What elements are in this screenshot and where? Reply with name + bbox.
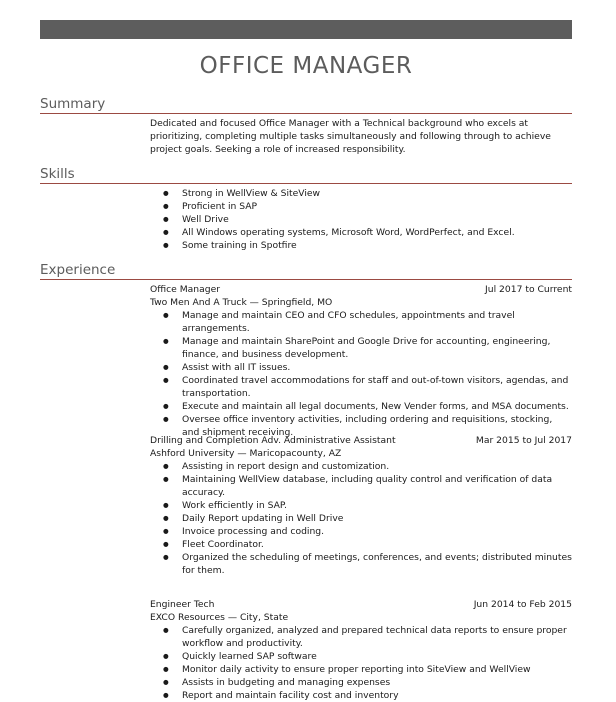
job-bullet: ● Coordinated travel accommodations for staff and out-of-town visitors, agendas, and transportation. — [150, 374, 572, 400]
job-dates: Jul 2017 to Current — [485, 284, 572, 295]
skill-item: ● Some training in Spotfire — [150, 239, 575, 252]
job-dates: Mar 2015 to Jul 2017 — [475, 435, 572, 446]
company-location: City, State — [239, 612, 289, 623]
job-header — [150, 283, 572, 296]
job-title: Drilling and Completion Adv. Administrative Assistant — [150, 435, 396, 446]
job-dates: Jun 2014 to Feb 2015 — [473, 599, 572, 610]
job-entry — [150, 283, 572, 439]
job-bullet: ● Assisting in report design and customization. — [150, 460, 572, 473]
company-separator: — — [224, 612, 240, 623]
skills-heading: Skills — [40, 166, 75, 182]
skill-item: ● Proficient in SAP — [150, 200, 575, 213]
job-entry — [150, 598, 572, 702]
skill-item: ● Strong in WellView & SiteView — [150, 187, 575, 200]
company-separator: — — [246, 297, 262, 308]
job-bullet: ● Invoice processing and coding. — [150, 525, 572, 538]
job-title: Office Manager — [150, 284, 221, 295]
company-separator: — — [234, 448, 250, 459]
summary-text: Dedicated and focused Office Manager with a Technical background who excels at prioritizing, completing multiple tasks simultaneously and following through to achieve project goals. Seeking a role of increased responsibility. — [150, 118, 551, 155]
job-bullet: ● Manage and maintain CEO and CFO schedules, appointments and travel arrangements. — [150, 309, 572, 335]
job-bullet: ● Report and maintain facility cost and inventory — [150, 689, 572, 702]
job-bullets — [150, 460, 572, 577]
company-location: Maricopacounty, AZ — [249, 448, 342, 459]
company-name: Two Men And A Truck — [150, 297, 247, 308]
job-bullet: ● Oversee office inventory activities, including ordering and requisitions, stocking, and shipment receiving. — [150, 413, 572, 439]
job-entry — [150, 434, 572, 577]
skill-item: ● Well Drive — [150, 213, 575, 226]
job-bullet: ● Execute and maintain all legal documents, New Vender forms, and MSA documents. — [150, 400, 572, 413]
job-header — [150, 598, 572, 611]
job-bullet: ● Organized the scheduling of meetings, conferences, and events; distributed minutes for them. — [150, 551, 572, 577]
job-company-line — [150, 447, 572, 460]
job-bullet: ● Quickly learned SAP software — [150, 650, 572, 663]
company-location: Springfield, MO — [261, 297, 333, 308]
job-title: Engineer Tech — [150, 599, 215, 610]
job-bullet: ● Monitor daily activity to ensure proper reporting into SiteView and WellView — [150, 663, 572, 676]
job-company-line — [150, 296, 572, 309]
job-bullet: ● Maintaining WellView database, including quality control and verification of data accuracy. — [150, 473, 572, 499]
job-header — [150, 434, 572, 447]
summary-heading: Summary — [40, 96, 106, 112]
job-bullet: ● Manage and maintain SharePoint and Google Drive for accounting, engineering, finance, and business development. — [150, 335, 572, 361]
job-bullets — [150, 309, 572, 439]
skills-list — [150, 187, 575, 252]
job-bullets — [150, 624, 572, 702]
resume-title: OFFICE MANAGER — [199, 53, 413, 79]
experience-divider — [40, 279, 572, 280]
header-bar — [40, 20, 572, 39]
job-bullet: ● Work efficiently in SAP. — [150, 499, 572, 512]
job-company-line — [150, 611, 572, 624]
company-name: Ashford University — [150, 448, 235, 459]
company-name: EXCO Resources — [150, 612, 225, 623]
summary-divider — [40, 113, 572, 114]
job-bullet: ● Carefully organized, analyzed and prepared technical data reports to ensure proper workflow and productivity. — [150, 624, 572, 650]
experience-heading: Experience — [40, 262, 116, 278]
job-bullet: ● Fleet Coordinator. — [150, 538, 572, 551]
skills-divider — [40, 183, 572, 184]
job-bullet: ● Assist with all IT issues. — [150, 361, 572, 374]
skill-item: ● All Windows operating systems, Microsoft Word, WordPerfect, and Excel. — [150, 226, 575, 239]
job-bullet: ● Assists in budgeting and managing expenses — [150, 676, 572, 689]
job-bullet: ● Daily Report updating in Well Drive — [150, 512, 572, 525]
